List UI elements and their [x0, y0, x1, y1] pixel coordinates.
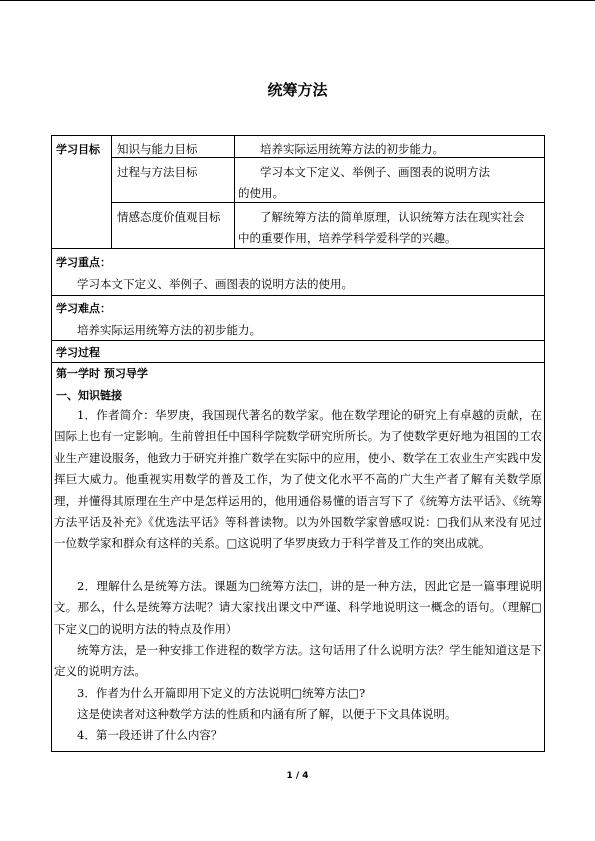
- objective-label: 知识与能力目标: [117, 142, 198, 156]
- difficulties-text: 培养实际运用统筹方法的初步能力。: [77, 323, 261, 337]
- table-rule: [51, 340, 545, 341]
- paragraph-definition: 统筹方法，是一种安排工作进程的数学方法。这句话用了什么说明方法？学生能知道这是下定义的说明方法。: [54, 643, 542, 679]
- paragraph-question-4: 4．第一段还讲了什么内容？: [77, 728, 223, 742]
- table-rule: [111, 135, 112, 248]
- process-header: 学习过程: [56, 346, 100, 359]
- table-rule: [51, 248, 545, 249]
- table-rule: [51, 362, 545, 363]
- session-heading: 第一学时 预习导学: [56, 367, 148, 380]
- key-points-text: 学习本文下定义、举例子、画图表的说明方法的使用。: [77, 277, 353, 291]
- paragraph-concept: 2．理解什么是统筹方法。课题为□统筹方法□，讲的是一种方法，因此它是一篇事理说明文。那么，什么是统筹方法呢？请大家找出课文中严谨、科学地说明这一概念的语句。（理解□下定义□的说明方法的特点及作用）: [54, 579, 542, 636]
- table-rule: [112, 202, 545, 203]
- page-top-rule: [0, 0, 595, 1]
- paragraph-author-intro: 1．作者简介：华罗庚，我国现代著名的数学家。他在数学理论的研究上有卓越的贡献，在国际上也有一定影响。生前曾担任中国科学院数学研究所所长。为了使数学更好地为祖国的工农业生产建设服务，他致力于研究并推广数学在实际中的应用，使小、数学在工农业生产实践中发挥巨大威力。他重视实用数学的普及工作，为了使文化水平不高的广大生产者了解有关数学原理，并懂得其原理在生产中是怎样运用的，他用通俗易懂的语言写下了《统筹方法平话》、《统筹方法平话及补充》《优选法平话》等科普读物。以为外国数学家曾感叹说：□我们从来没有见过一位数学家和群众有这样的关系。□这说明了华罗庚致力于科学普及工作的突出成就。: [54, 408, 542, 551]
- page-number: 1 / 4: [286, 771, 309, 781]
- paragraph-question-3: 3．作者为什么开篇即用下定义的方法说明□统筹方法□?: [77, 686, 366, 700]
- table-rule: [51, 295, 545, 296]
- objective-text: 学习本文下定义、举例子、画图表的说明方法: [260, 165, 490, 179]
- paragraph-answer-3: 这是使读者对这种数学方法的性质和内涵有所了解，以便于下文具体说明。: [77, 707, 457, 721]
- objective-label: 情感态度价值观目标: [117, 210, 221, 224]
- objective-text: 的使用。: [238, 186, 284, 200]
- table-rule: [112, 157, 545, 158]
- objective-text: 了解统筹方法的简单原理，认识统筹方法在现实社会: [260, 210, 525, 224]
- difficulties-header: 学习难点：: [56, 302, 111, 315]
- key-points-header: 学习重点：: [56, 256, 111, 269]
- table-rule: [234, 135, 235, 248]
- page-title: 统筹方法: [267, 81, 328, 99]
- objective-text: 培养实际运用统筹方法的初步能力。: [260, 142, 444, 156]
- objective-text: 中的重要作用，培养学科学爱科学的兴趣。: [238, 231, 457, 245]
- section-heading: 一、知识链接: [56, 389, 122, 402]
- objectives-header: 学习目标: [56, 143, 100, 156]
- objective-label: 过程与方法目标: [117, 165, 198, 179]
